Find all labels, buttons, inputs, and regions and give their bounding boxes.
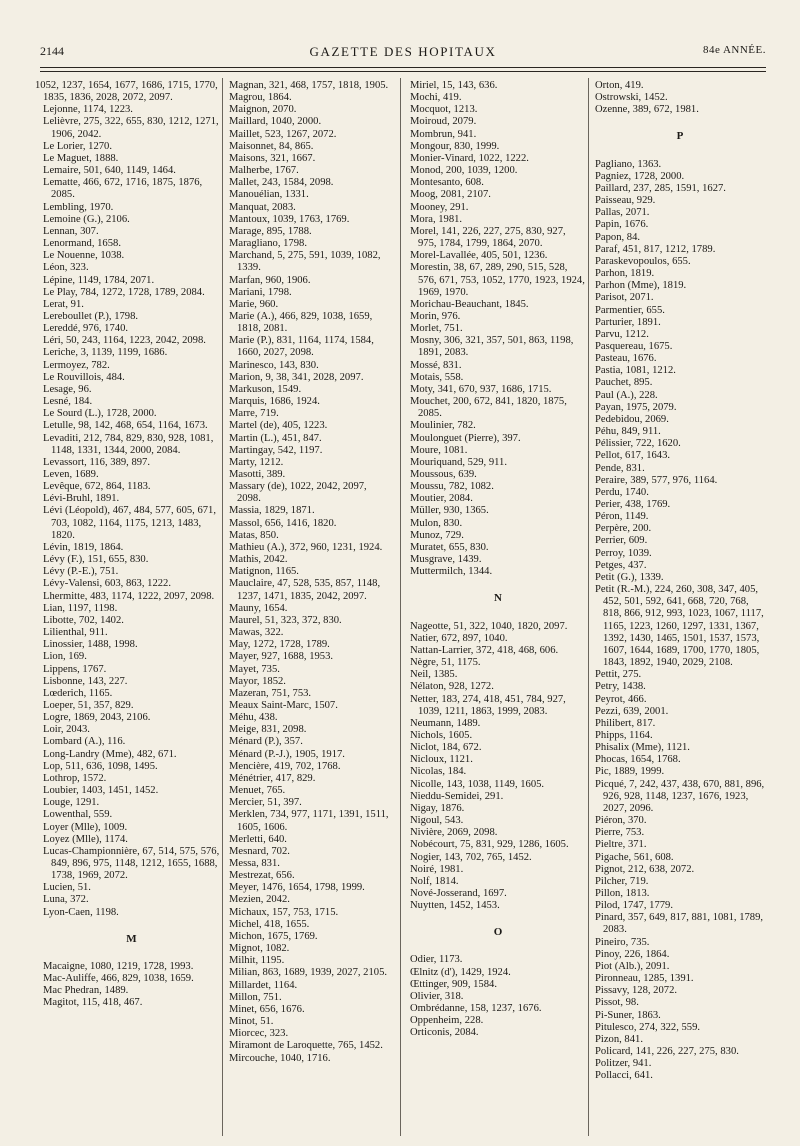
- index-entry: Lucien, 51.: [43, 882, 91, 894]
- index-entry: Massia, 1829, 1871.: [229, 505, 315, 517]
- index-entry: Müller, 930, 1365.: [410, 505, 489, 517]
- index-entry: Malherbe, 1767.: [229, 165, 299, 177]
- index-entry: Long-Landry (Mme), 482, 671.: [43, 748, 177, 760]
- index-entry: Pasquereau, 1675.: [595, 340, 673, 352]
- index-entry: Ostrowski, 1452.: [595, 92, 668, 104]
- journal-title: GAZETTE DES HOPITAUX: [309, 44, 497, 59]
- index-entry: Michon, 1675, 1769.: [229, 930, 318, 942]
- index-entry: Messa, 831.: [229, 858, 280, 869]
- index-entry: Masotti, 389.: [229, 469, 286, 480]
- section-letter: N: [494, 592, 502, 605]
- index-entry: Lilienthal, 911.: [43, 627, 108, 639]
- index-entry: Miriel, 15, 143, 636.: [410, 80, 498, 91]
- index-entry: Levaditi, 212, 784, 829, 830, 928, 1081, 1148, 1331, 1344, 2000, 2084.: [43, 432, 214, 456]
- index-entry: Perroy, 1039.: [595, 547, 652, 559]
- index-entry: Peraire, 389, 577, 976, 1164.: [595, 474, 718, 486]
- index-entry: Pissot, 98.: [595, 997, 639, 1009]
- index-entry: Nélaton, 928, 1272.: [410, 681, 494, 693]
- index-entry: Moog, 2081, 2107.: [410, 189, 491, 201]
- index-entry: Ménard (P.-J.), 1905, 1917.: [229, 748, 345, 760]
- index-entry: Lermoyez, 782.: [43, 359, 110, 371]
- index-column-1: [35, 80, 220, 1010]
- index-entry: Maisonnet, 84, 865.: [229, 140, 314, 152]
- index-entry: Mallet, 243, 1584, 2098.: [229, 177, 334, 189]
- index-entry: Mosny, 306, 321, 357, 501, 863, 1198, 1891, 2083.: [410, 335, 574, 359]
- index-entry: Matas, 850.: [229, 529, 279, 541]
- index-entry: Lévin, 1819, 1864.: [43, 541, 124, 553]
- index-entry: Nageotte, 51, 322, 1040, 1820, 2097.: [410, 620, 568, 632]
- index-entry: Mocquot, 1213.: [410, 104, 478, 116]
- index-entry: Pilcher, 719.: [595, 875, 649, 887]
- index-entry: Marinesco, 143, 830.: [229, 359, 319, 371]
- index-entry: Pitulesco, 274, 322, 559.: [595, 1021, 701, 1033]
- index-entry: Millon, 751.: [229, 991, 282, 1003]
- index-entry: Lépine, 1149, 1784, 2071.: [43, 274, 155, 286]
- index-entry: Magitot, 115, 418, 467.: [43, 997, 143, 1009]
- index-entry: Lian, 1197, 1198.: [43, 602, 118, 614]
- index-entry: May, 1272, 1728, 1789.: [229, 639, 330, 651]
- index-entry: Petry, 1438.: [595, 681, 646, 693]
- index-entry: Pillon, 1813.: [595, 888, 650, 899]
- index-entry: Martingay, 542, 1197.: [229, 444, 323, 456]
- index-entry: Pedebidou, 2069.: [595, 413, 669, 425]
- index-entry: Merklen, 734, 977, 1171, 1391, 1511, 1605, 1606.: [229, 809, 389, 833]
- index-entry: Nové-Josserand, 1697.: [410, 888, 507, 899]
- index-entry: Loubier, 1403, 1451, 1452.: [43, 785, 159, 797]
- index-entry: Mercier, 51, 397.: [229, 797, 302, 809]
- index-entry: Mencière, 419, 702, 1768.: [229, 760, 341, 772]
- index-entry: Morel, 141, 226, 227, 275, 830, 927, 975, 1784, 1799, 1864, 2070.: [410, 225, 566, 250]
- index-entry: Petit (G.), 1339.: [595, 571, 664, 583]
- index-entry: Paraf, 451, 817, 1212, 1789.: [595, 243, 716, 255]
- index-entry: Musgrave, 1439.: [410, 554, 482, 566]
- index-entry: Lowenthal, 559.: [43, 809, 113, 821]
- index-entry: Mayet, 735.: [229, 663, 280, 675]
- index-entry: Moty, 341, 670, 937, 1686, 1715.: [410, 383, 552, 395]
- index-entry: Léri, 50, 243, 1164, 1223, 2042, 2098.: [43, 335, 206, 347]
- index-entry: Phocas, 1654, 1768.: [595, 754, 681, 766]
- index-entry: Lhermitte, 483, 1174, 1222, 2097, 2098.: [43, 590, 215, 602]
- index-entry: Massary (de), 1022, 2042, 2097, 2098.: [229, 481, 367, 505]
- index-entry: Pissavy, 128, 2072.: [595, 985, 678, 997]
- index-entry: Nivière, 2069, 2098.: [410, 827, 498, 839]
- index-entry: Pezzi, 639, 2001.: [595, 705, 669, 717]
- index-entry: Marchand, 5, 275, 591, 1039, 1082, 1339.: [229, 250, 381, 274]
- index-entry: Pauchet, 895.: [595, 377, 653, 389]
- index-entry: Pigache, 561, 608.: [595, 851, 674, 863]
- index-entry: Moussous, 639.: [410, 469, 477, 480]
- index-entry: Mignot, 1082.: [229, 943, 290, 955]
- index-entry: Lereddé, 976, 1740.: [43, 323, 129, 335]
- index-entry: Pi-Suner, 1863.: [595, 1009, 661, 1021]
- section-letter: P: [676, 130, 684, 143]
- index-entry: Milhit, 1195.: [229, 955, 285, 967]
- index-entry: Miorcec, 323.: [229, 1028, 289, 1040]
- index-entry: Morlet, 751.: [410, 323, 463, 335]
- index-entry: Mircouche, 1040, 1716.: [229, 1052, 331, 1064]
- index-entry: Maragliano, 1798.: [229, 238, 307, 250]
- index-entry: Parmentier, 655.: [595, 304, 665, 316]
- index-entry: Pironneau, 1285, 1391.: [595, 973, 694, 985]
- index-entry: Mulon, 830.: [410, 517, 463, 529]
- header-rule: [40, 71, 766, 72]
- index-entry: Nicolas, 184.: [410, 766, 467, 778]
- column-divider: [222, 78, 223, 1136]
- index-entry: Nobécourt, 75, 831, 929, 1286, 1605.: [410, 839, 569, 851]
- index-entry: Marie (A.), 466, 829, 1038, 1659, 1818, 2081.: [229, 310, 373, 335]
- index-entry: Paillard, 237, 285, 1591, 1627.: [595, 182, 726, 194]
- index-entry: Ombrédanne, 158, 1237, 1676.: [410, 1003, 542, 1015]
- index-entry: Muttermilch, 1344.: [410, 566, 493, 578]
- index-entry: Nolf, 1814.: [410, 875, 459, 887]
- index-entry: Mathieu (A.), 372, 960, 1231, 1924.: [229, 541, 383, 553]
- index-entry: Lemoine (G.), 2106.: [43, 213, 130, 225]
- index-entry: Morel-Lavallée, 405, 501, 1236.: [410, 250, 548, 262]
- index-entry: Pieltre, 371.: [595, 839, 647, 851]
- index-entry: Martin (L.), 451, 847.: [229, 432, 322, 444]
- index-entry: Pizon, 841.: [595, 1033, 643, 1045]
- index-entry: Minet, 656, 1676.: [229, 1003, 305, 1015]
- index-entry: Le Nouenne, 1038.: [43, 250, 125, 262]
- page-header: [40, 44, 766, 66]
- index-entry: Perpère, 200.: [595, 523, 652, 535]
- index-entry: Picqué, 7, 242, 437, 438, 670, 881, 896, 926, 928, 1148, 1237, 1676, 1923, 2027, 2096.: [595, 778, 765, 814]
- index-entry: Perdu, 1740.: [595, 486, 649, 498]
- index-entry: Pellot, 617, 1643.: [595, 450, 671, 462]
- index-entry: Minot, 51.: [229, 1016, 274, 1028]
- index-entry: Mazeran, 751, 753.: [229, 687, 312, 699]
- index-entry: Leven, 1689.: [43, 469, 99, 480]
- index-entry: Pagliano, 1363.: [595, 158, 662, 170]
- index-entry: Neil, 1385.: [410, 669, 458, 681]
- index-entry: Miramont de Laroquette, 765, 1452.: [229, 1040, 383, 1052]
- index-column-2: [229, 80, 389, 1065]
- index-entry: Pasteau, 1676.: [595, 353, 657, 365]
- index-entry: Piéron, 370.: [595, 815, 647, 827]
- index-entry: Phipps, 1164.: [595, 729, 653, 741]
- index-entry: Motais, 558.: [410, 371, 464, 383]
- index-entry: Nuytten, 1452, 1453.: [410, 900, 500, 912]
- index-entry: Morestin, 38, 67, 289, 290, 515, 528, 576, 671, 753, 1052, 1770, 1923, 1924, 1969, 1970.: [410, 262, 585, 298]
- index-entry: Meige, 831, 2098.: [229, 724, 307, 736]
- index-entry: Marie (P.), 831, 1164, 1174, 1584, 1660, 2027, 2098.: [229, 335, 374, 359]
- index-entry: Lévi-Bruhl, 1891.: [43, 493, 120, 505]
- index-entry: Phisalix (Mme), 1121.: [595, 742, 690, 754]
- index-entry: Mouriquand, 529, 911.: [410, 456, 508, 468]
- index-entry: Lerat, 91.: [43, 298, 84, 310]
- index-entry: Pettit, 275.: [595, 669, 642, 681]
- index-entry: Mac-Auliffe, 466, 829, 1038, 1659.: [43, 973, 194, 985]
- index-entry: Pic, 1889, 1999.: [595, 766, 665, 778]
- index-entry: Mochi, 419.: [410, 92, 462, 104]
- index-entry: Parisot, 2071.: [595, 292, 654, 304]
- index-entry: Marfan, 960, 1906.: [229, 274, 311, 286]
- index-entry: Pollacci, 641.: [595, 1070, 653, 1082]
- index-entry: Markuson, 1549.: [229, 383, 302, 395]
- index-entry: Parhon (Mme), 1819.: [595, 280, 687, 292]
- index-entry: Noiré, 1981.: [410, 863, 464, 875]
- index-entry: Peyrot, 466.: [595, 693, 647, 705]
- index-entry: Maurel, 51, 323, 372, 830.: [229, 614, 342, 626]
- index-entry: Pilod, 1747, 1779.: [595, 900, 673, 912]
- index-entry: Lion, 169.: [43, 651, 87, 663]
- index-entry: Levassort, 116, 389, 897.: [43, 456, 151, 468]
- index-entry: Mestrezat, 656.: [229, 870, 295, 882]
- index-entry: Matignon, 1165.: [229, 566, 299, 578]
- index-column-3: [410, 80, 586, 1040]
- index-entry: Ozenne, 389, 672, 1981.: [595, 104, 699, 116]
- index-entry: Moulonguet (Pierre), 397.: [410, 432, 521, 444]
- index-entry: Pineiro, 735.: [595, 936, 650, 948]
- index-entry: Muratet, 655, 830.: [410, 541, 489, 553]
- index-entry: Politzer, 941.: [595, 1058, 652, 1070]
- index-entry: Monier-Vinard, 1022, 1222.: [410, 152, 529, 164]
- index-entry: Le Lorier, 1270.: [43, 140, 112, 152]
- index-entry: Nègre, 51, 1175.: [410, 657, 481, 669]
- index-entry: Mombrun, 941.: [410, 128, 477, 140]
- index-entry: Nattan-Larrier, 372, 418, 468, 606.: [410, 644, 559, 656]
- index-entry: Pignot, 212, 638, 2072.: [595, 863, 695, 875]
- index-entry: Le Maguet, 1888.: [43, 152, 119, 164]
- index-entry: Lematte, 466, 672, 1716, 1875, 1876, 2085.: [43, 177, 203, 201]
- index-entry: Marion, 9, 38, 341, 2028, 2097.: [229, 371, 364, 383]
- index-entry: Montesanto, 608.: [410, 177, 484, 189]
- index-entry: Petges, 437.: [595, 559, 647, 571]
- index-entry: Merletti, 640.: [229, 833, 287, 845]
- index-entry: Michaux, 157, 753, 1715.: [229, 906, 339, 918]
- index-entry: Lembling, 1970.: [43, 201, 114, 213]
- index-entry: Linossier, 1488, 1998.: [43, 639, 138, 651]
- index-entry: Moulinier, 782.: [410, 420, 476, 432]
- index-entry: Lelièvre, 275, 322, 655, 830, 1212, 1271, 1906, 2042.: [43, 116, 219, 140]
- index-entry: Mongour, 830, 1999.: [410, 140, 500, 152]
- index-entry: Luna, 372.: [43, 894, 89, 906]
- index-entry: Letulle, 98, 142, 468, 654, 1164, 1673.: [43, 420, 208, 432]
- index-entry: Macaigne, 1080, 1219, 1728, 1993.: [43, 960, 194, 972]
- index-entry: Parhon, 1819.: [595, 268, 655, 280]
- index-entry: Œlnitz (d'), 1429, 1924.: [410, 966, 511, 978]
- index-entry: Lemaire, 501, 640, 1149, 1464.: [43, 165, 176, 177]
- index-entry: Marquis, 1686, 1924.: [229, 396, 320, 408]
- index-entry: Mayer, 927, 1688, 1953.: [229, 651, 334, 663]
- index-entry: Parturier, 1891.: [595, 316, 661, 328]
- index-entry: Magnan, 321, 468, 1757, 1818, 1905.: [229, 80, 389, 91]
- index-entry: Pélissier, 722, 1620.: [595, 438, 681, 450]
- index-entry: Lévi (Léopold), 467, 484, 577, 605, 671, 703, 1082, 1164, 1175, 1213, 1483, 1820.: [43, 505, 217, 541]
- index-entry: Maillet, 523, 1267, 2072.: [229, 128, 337, 140]
- index-entry: Maillard, 1040, 2000.: [229, 116, 322, 128]
- index-entry: Pastia, 1081, 1212.: [595, 365, 676, 377]
- index-entry: Loyez (Mlle), 1174.: [43, 833, 128, 845]
- section-letter: O: [493, 926, 503, 939]
- index-entry: Orticonis, 2084.: [410, 1027, 479, 1039]
- index-entry: Péron, 1149.: [595, 511, 649, 523]
- page-number: 2144: [40, 44, 64, 58]
- index-entry: Lothrop, 1572.: [43, 772, 107, 784]
- index-entry: Mouchet, 200, 672, 841, 1820, 1875, 2085.: [410, 396, 567, 420]
- index-entry: Payan, 1975, 2079.: [595, 401, 677, 413]
- index-entry: Mantoux, 1039, 1763, 1769.: [229, 213, 350, 225]
- index-entry: Moussu, 782, 1082.: [410, 481, 494, 493]
- index-entry: Marage, 895, 1788.: [229, 225, 312, 237]
- index-entry: Nieddu-Semidei, 291.: [410, 790, 504, 802]
- index-entry: Méhu, 438.: [229, 712, 278, 724]
- index-entry: Logre, 1869, 2043, 2106.: [43, 712, 151, 724]
- index-entry: Péhu, 849, 911.: [595, 426, 661, 438]
- section-letter: M: [126, 932, 137, 945]
- index-entry: Lisbonne, 143, 227.: [43, 675, 128, 687]
- index-entry: Pallas, 2071.: [595, 207, 650, 219]
- index-entry: Paraskevopoulos, 655.: [595, 255, 691, 267]
- index-entry: Œttinger, 909, 1584.: [410, 978, 497, 990]
- index-entry: Meaux Saint-Marc, 1507.: [229, 699, 338, 711]
- volume-year: 84e ANNÉE.: [702, 44, 766, 56]
- index-entry: Le Play, 784, 1272, 1728, 1789, 2084.: [43, 286, 205, 298]
- index-entry: Lombard (A.), 116.: [43, 736, 126, 748]
- index-entry: Moiroud, 2079.: [410, 116, 477, 128]
- index-entry: Marie, 960.: [229, 298, 279, 310]
- index-entry: Manouélian, 1331.: [229, 189, 309, 201]
- index-entry: Levêque, 672, 864, 1183.: [43, 481, 151, 493]
- index-entry: Mac Phedran, 1489.: [43, 985, 129, 997]
- index-entry: Ménard (P.), 357.: [229, 736, 303, 748]
- index-entry: Le Sourd (L.), 1728, 2000.: [43, 408, 157, 420]
- index-entry: Perier, 438, 1769.: [595, 499, 671, 510]
- index-entry: Loyer (Mlle), 1009.: [43, 821, 128, 833]
- index-entry: Manquat, 2083.: [229, 201, 296, 213]
- index-entry: Netter, 183, 274, 418, 451, 784, 927, 1039, 1211, 1863, 1999, 2083.: [410, 693, 566, 717]
- index-entry: Léon, 323.: [43, 262, 89, 274]
- index-entry: Mathis, 2042.: [229, 554, 288, 566]
- index-entry: Lejonne, 1174, 1223.: [43, 104, 133, 116]
- index-entry: Leriche, 3, 1139, 1199, 1686.: [43, 347, 168, 359]
- index-entry: Piot (Alb.), 2091.: [595, 960, 670, 972]
- index-entry: Millardet, 1164.: [229, 979, 298, 991]
- column-divider: [400, 78, 401, 1136]
- index-entry: Lucas-Championnière, 67, 514, 575, 576, 849, 896, 975, 1148, 1212, 1655, 1688, 1738, 1969, 2072.: [43, 845, 220, 882]
- index-entry: Lœderich, 1165.: [43, 687, 113, 699]
- index-entry: Nichols, 1605.: [410, 729, 473, 741]
- index-entry: Mauclaire, 47, 528, 535, 857, 1148, 1237, 1471, 1835, 2042, 2097.: [229, 578, 381, 602]
- index-entry: Mariani, 1798.: [229, 286, 292, 298]
- index-entry: Maisons, 321, 1667.: [229, 152, 316, 164]
- index-entry: Pinoy, 226, 1864.: [595, 948, 670, 960]
- index-entry: Lippens, 1767.: [43, 663, 107, 675]
- index-entry: Lévy (F.), 151, 655, 830.: [43, 554, 149, 566]
- index-entry: Niclot, 184, 672.: [410, 742, 482, 754]
- index-entry: Lesage, 96.: [43, 383, 92, 395]
- header-rule: [40, 67, 766, 68]
- index-entry: Petit (R.-M.), 224, 260, 308, 347, 405, 452, 501, 592, 641, 668, 720, 768, 818, 866, 912, 993, 1023, 1067, 1117, 1165, 1223, 1260, 1297, 1331, 1367, 1392, 1430, 1465, 1501, 1537, 1573, 1607, 1644, 1689, 1700, 1770, 1805, 1843, 1892, 1940, 2029, 2108.: [595, 584, 764, 669]
- index-entry: Marre, 719.: [229, 408, 279, 420]
- index-entry: Morin, 976.: [410, 310, 461, 322]
- index-entry: Massol, 656, 1416, 1820.: [229, 517, 337, 529]
- index-entry: Lereboullet (P.), 1798.: [43, 310, 139, 322]
- index-entry: Papin, 1676.: [595, 219, 649, 231]
- index-entry: Moutier, 2084.: [410, 493, 473, 505]
- index-entry: Nigay, 1876.: [410, 802, 465, 814]
- index-entry: Mawas, 322.: [229, 627, 284, 639]
- index-entry: Paisseau, 929.: [595, 195, 656, 207]
- index-entry: Martel (de), 405, 1223.: [229, 420, 328, 432]
- index-entry: Le Rouvillois, 484.: [43, 371, 125, 383]
- index-entry: Loeper, 51, 357, 829.: [43, 699, 134, 711]
- index-entry: Maignon, 2070.: [229, 104, 297, 116]
- index-entry: Lop, 511, 636, 1098, 1495.: [43, 760, 158, 772]
- index-entry: Lyon-Caen, 1198.: [43, 906, 119, 918]
- index-entry: Policard, 141, 226, 227, 275, 830.: [595, 1046, 739, 1058]
- index-entry: Nicloux, 1121.: [410, 754, 473, 766]
- index-entry: Lévy-Valensi, 603, 863, 1222.: [43, 578, 171, 590]
- index-entry: Pierre, 753.: [595, 827, 645, 839]
- index-entry: Oppenheim, 228.: [410, 1015, 484, 1027]
- index-entry: Loir, 2043.: [43, 724, 90, 736]
- index-entry: Natier, 672, 897, 1040.: [410, 632, 508, 644]
- index-entry: Perrier, 609.: [595, 535, 648, 547]
- index-entry: Lennan, 307.: [43, 225, 99, 237]
- index-entry: Moure, 1081.: [410, 444, 468, 456]
- index-entry: Mooney, 291.: [410, 201, 469, 213]
- index-entry: Mesnard, 702.: [229, 845, 290, 857]
- index-entry: Michel, 418, 1655.: [229, 918, 310, 930]
- index-entry: Pinard, 357, 649, 817, 881, 1081, 1789, 2083.: [595, 912, 764, 936]
- index-entry: Lévy (P.-E.), 751.: [43, 566, 119, 578]
- index-entry: Menuet, 765.: [229, 785, 286, 797]
- index-entry: Mossé, 831.: [410, 359, 462, 371]
- index-entry: Neumann, 1489.: [410, 717, 481, 729]
- index-entry: Orton, 419.: [595, 80, 644, 91]
- index-entry: Mora, 1981.: [410, 213, 463, 225]
- index-entry: Lenormand, 1658.: [43, 238, 121, 250]
- index-entry: Papon, 84.: [595, 231, 641, 243]
- index-entry: Paul (A.), 228.: [595, 389, 658, 401]
- index-entry: Mayor, 1852.: [229, 675, 286, 687]
- index-entry: Parvu, 1212.: [595, 328, 649, 340]
- index-entry: Morichau-Beauchant, 1845.: [410, 298, 529, 310]
- index-entry: Munoz, 729.: [410, 529, 464, 541]
- index-entry: Milian, 863, 1689, 1939, 2027, 2105.: [229, 967, 388, 979]
- index-entry: 1052, 1237, 1654, 1677, 1686, 1715, 1770, 1835, 1836, 2028, 2072, 2097.: [35, 80, 218, 104]
- index-entry: Marty, 1212.: [229, 456, 284, 468]
- index-entry: Nicolle, 143, 1038, 1149, 1605.: [410, 778, 545, 790]
- column-divider: [588, 78, 589, 1136]
- index-entry: Meyer, 1476, 1654, 1798, 1999.: [229, 882, 365, 894]
- index-entry: Philibert, 817.: [595, 717, 656, 729]
- index-entry: Ménétrier, 417, 829.: [229, 772, 316, 784]
- index-entry: Olivier, 318.: [410, 990, 464, 1002]
- index-entry: Monod, 200, 1039, 1200.: [410, 165, 518, 177]
- index-entry: Mauny, 1654.: [229, 602, 288, 614]
- index-column-4: [595, 80, 765, 1083]
- index-entry: Pende, 831.: [595, 462, 645, 474]
- index-entry: Pagniez, 1728, 2000.: [595, 170, 685, 182]
- index-entry: Louge, 1291.: [43, 797, 100, 809]
- index-entry: Nigoul, 543.: [410, 815, 464, 827]
- index-entry: Nogier, 143, 702, 765, 1452.: [410, 851, 532, 863]
- index-entry: Odier, 1173.: [410, 954, 463, 966]
- index-entry: Lesné, 184.: [43, 396, 93, 408]
- index-entry: Magrou, 1864.: [229, 92, 292, 104]
- index-entry: Mezien, 2042.: [229, 894, 290, 906]
- index-entry: Libotte, 702, 1402.: [43, 614, 124, 626]
